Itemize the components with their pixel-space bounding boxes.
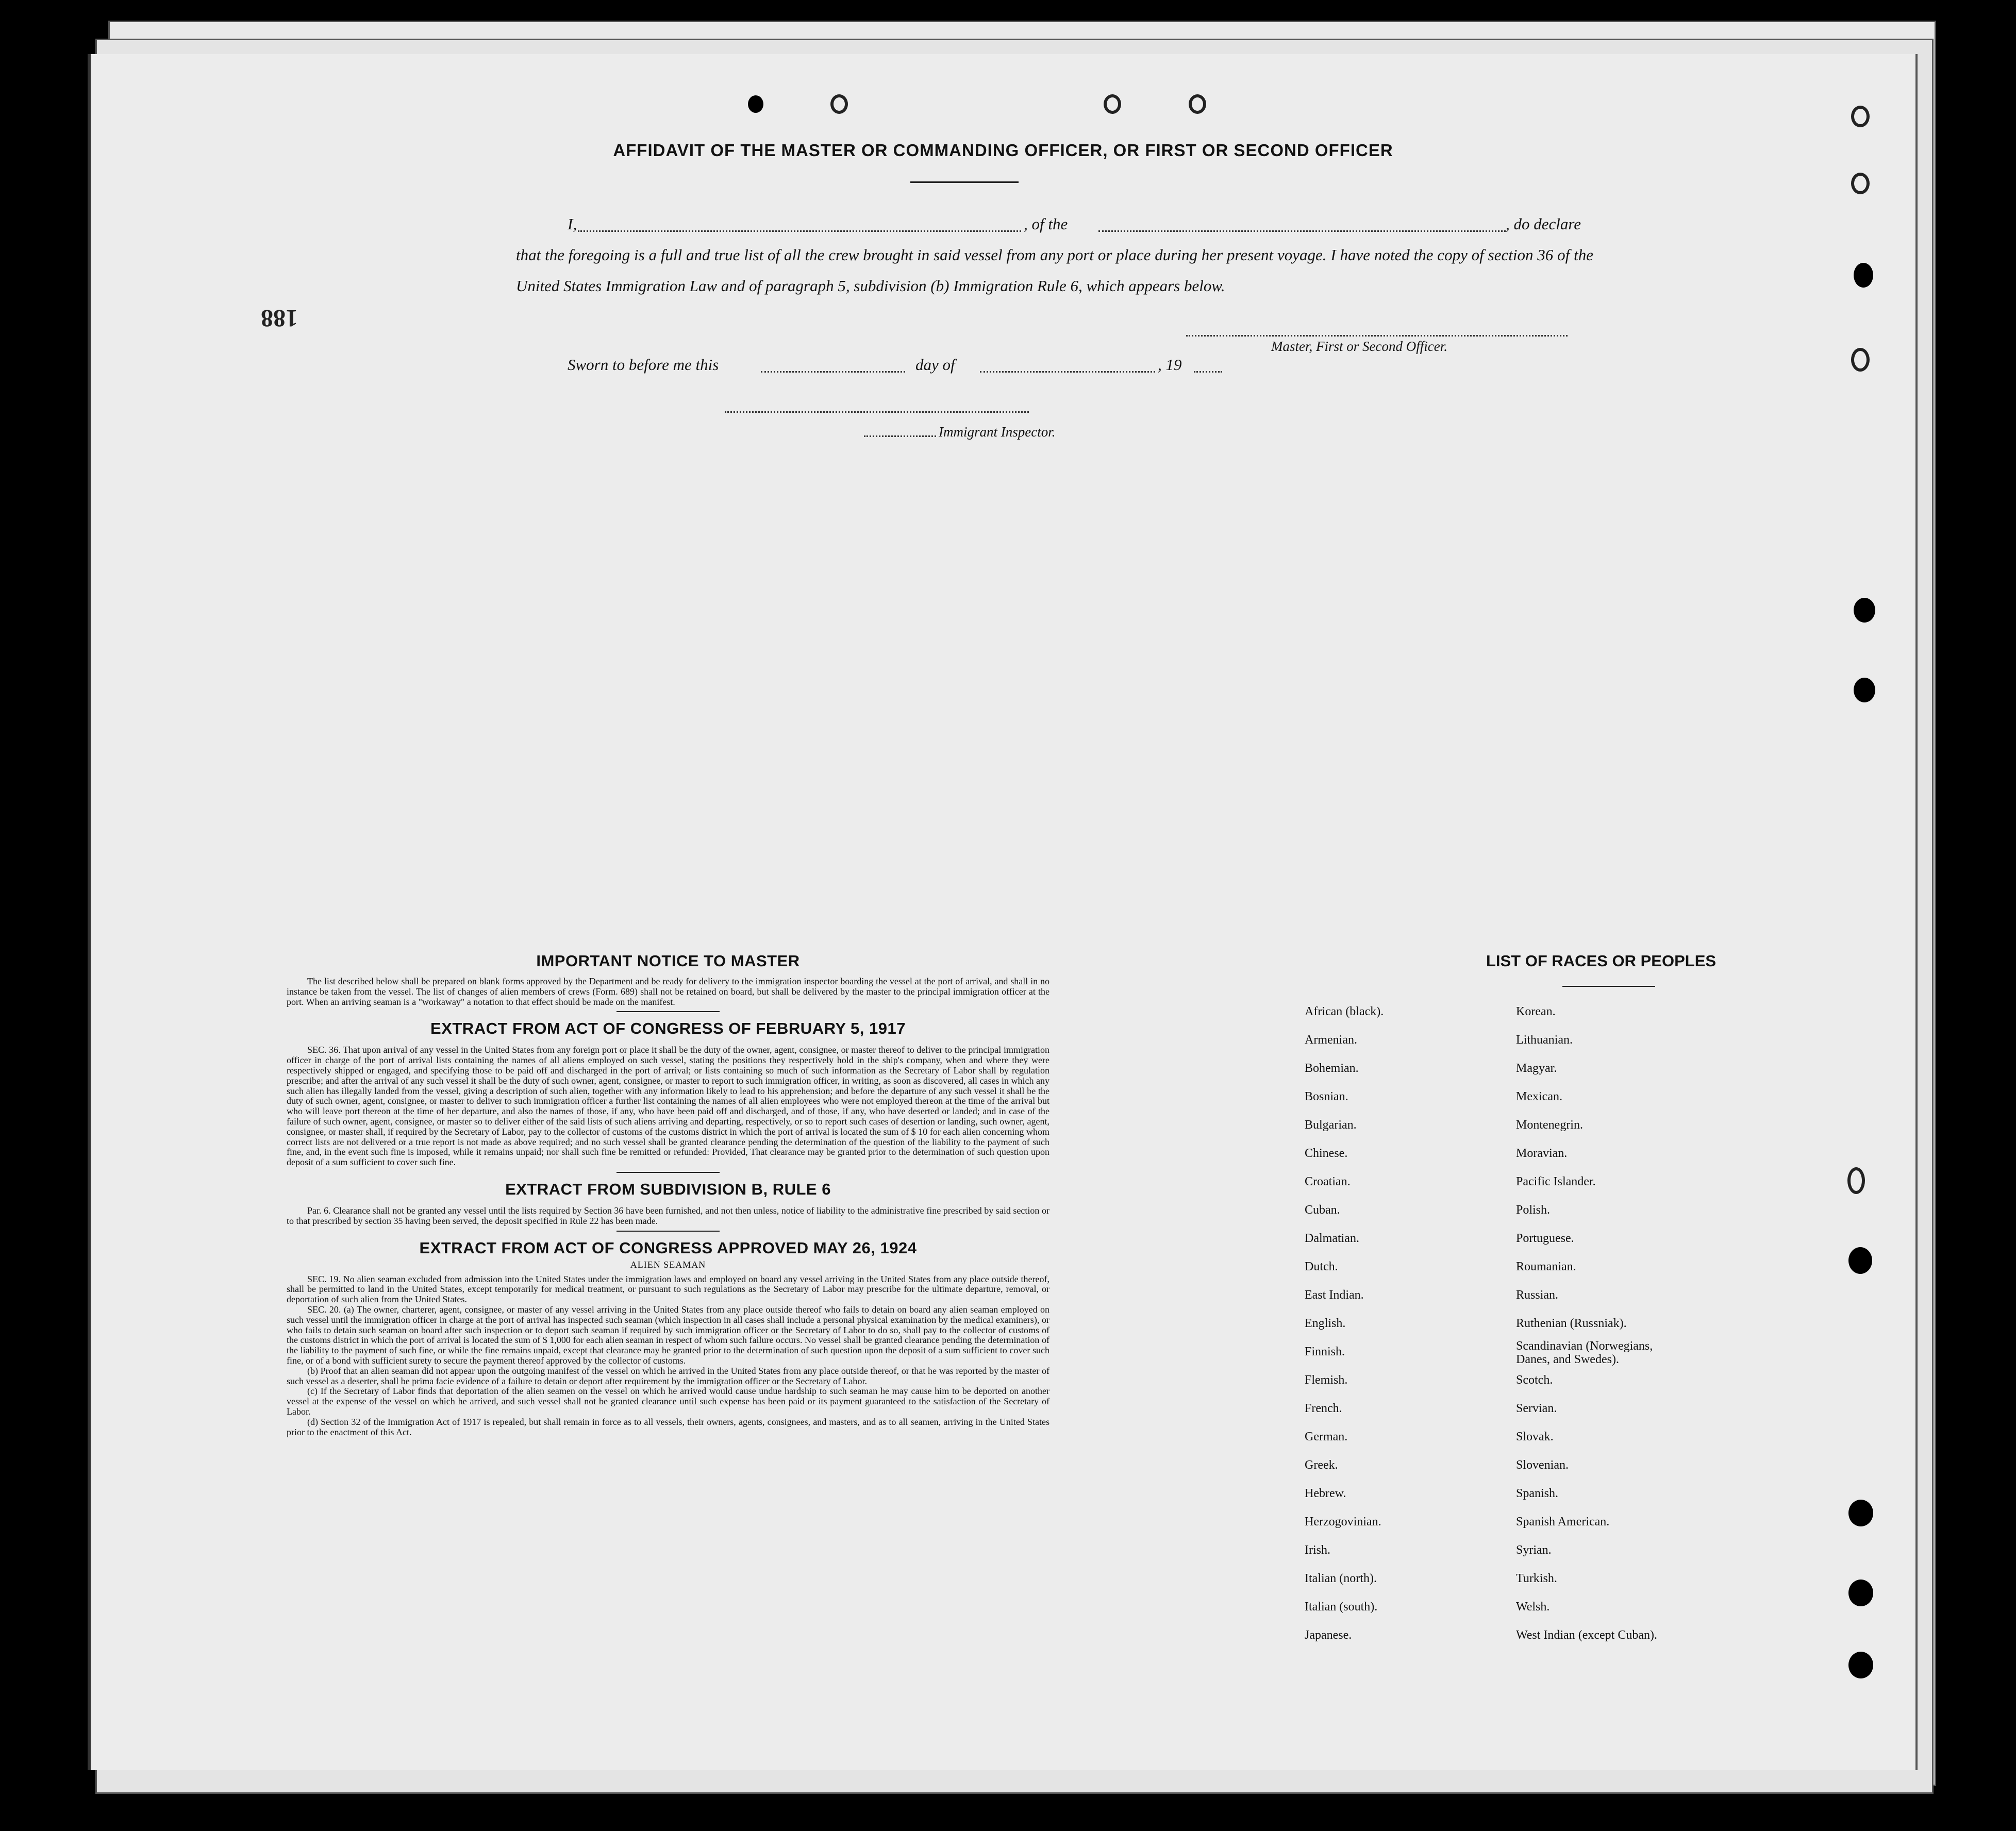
race-right: Scotch. [1516, 1373, 1553, 1387]
race-left: Flemish. [1305, 1373, 1348, 1387]
sworn-text-c: , 19 [1158, 356, 1182, 374]
notice-section [287, 952, 1049, 1437]
race-left: Dutch. [1305, 1260, 1338, 1273]
vessel-blank[interactable] [1098, 230, 1506, 232]
sworn-text-a: Sworn to before me this [568, 356, 719, 374]
race-left: Chinese. [1305, 1147, 1348, 1160]
race-right: Servian. [1516, 1402, 1557, 1415]
sworn-text-b: day of [915, 356, 955, 374]
race-right: West Indian (except Cuban). [1516, 1628, 1657, 1642]
race-right: Polish. [1516, 1203, 1551, 1217]
race-left: Armenian. [1305, 1033, 1357, 1047]
punch-hole [1848, 1500, 1873, 1526]
extract-1924-para: (d) Section 32 of the Immigration Act of 1917 is repealed, but shall remain in force as to all vessels, their owners, agents, consignees, and masters, and as to all seamen, arriving in the United States prior to the enactment of this Act. [287, 1416, 1049, 1437]
race-right: Ruthenian (Russniak). [1516, 1317, 1627, 1330]
punch-hole [1104, 94, 1121, 114]
rule6-text: Par. 6. Clearance shall not be granted any vessel until the lists required by Section 36 have been furnished, and not then unless, notice of liability to the administrative fine prescribed by said section or to that prescribed by section 35 having been served, the deposit specified in Rule 22 has been made. [287, 1205, 1049, 1226]
race-right: Spanish. [1516, 1487, 1559, 1500]
extract-1924-para: SEC. 19. No alien seaman excluded from admission into the United States under the immigration laws and employed on board any vessel arriving in the United States from any place outside thereof, shall be permitted to land in the United States, except temporarily for medical treatment, or pursuant to such regulations as the Secretary of Labor may prescribe for the ultimate departure, removal, or deportation of such alien from the United States. [287, 1273, 1049, 1305]
punch-hole [1189, 94, 1206, 114]
race-right: Welsh. [1516, 1600, 1550, 1614]
punch-hole [1847, 1167, 1865, 1194]
race-left: Bohemian. [1305, 1062, 1359, 1075]
extract-1924-para: (b) Proof that an alien seaman did not appear upon the outgoing manifest of the vessel on which he arrived in the United States from any place outside thereof, or that he was reported by the master of such vessel as a deserter, shall be prima facie evidence of a failure to detain or deport after requirement by the immigration officer or the Secretary of Labor. [287, 1365, 1049, 1386]
sworn-day-blank[interactable] [761, 371, 905, 373]
notice-text: The list described below shall be prepared on blank forms approved by the Department and be ready for delivery to the immigration inspector boarding the vessel at the port of arrival, and shall in no instance be taken from the vessel. The list of changes of alien members of crews (Form. 689) shall not be retained on board, but shall be delivered by the master to the principal immigration officer at the port. When an arriving seaman is a "workaway" a notation to that effect should be made on the manifest. [287, 976, 1049, 1007]
punch-hole [1854, 678, 1875, 702]
race-left: Japanese. [1305, 1628, 1352, 1642]
affidavit-line1-a: I, [568, 215, 577, 233]
race-left: East Indian. [1305, 1288, 1364, 1302]
margin-number: 188 [261, 305, 298, 332]
races-title-rule [1562, 986, 1655, 987]
punch-hole [1851, 106, 1870, 127]
race-right: Lithuanian. [1516, 1033, 1573, 1047]
punch-hole [1854, 263, 1873, 288]
punch-hole [830, 94, 848, 114]
race-left: Bulgarian. [1305, 1118, 1357, 1132]
race-right: Mexican. [1516, 1090, 1562, 1103]
affidavit-body: that the foregoing is a full and true list of all the crew brought in said vessel from any port or place during her present voyage. I have noted the copy of section 36 of the United States Immigration Law and of paragraph 5, subdivision (b) Immigration Rule 6, which appears below. [516, 246, 1593, 295]
race-right: Turkish. [1516, 1572, 1557, 1585]
extract-1924-para: SEC. 20. (a) The owner, charterer, agent, consignee, or master of any vessel arriving in the United States from any place outside thereof who fails to detain on board any alien seaman employed on such vessel until the immigration officer in charge at the port of arrival has inspected such seaman (which inspection in all cases shall include a personal physical examination by the medical examiners), or who fails to detain such seaman on board after such inspection or to deport such seaman if required by such immigration officer or the Secretary of Labor to do so, shall pay to the collector of customs of the customs district in which the port of arrival is located the sum of $ 1,000 for each alien seaman in respect of whom such failure occurs. No vessel shall be granted clearance pending the determination of the liability to the payment of such fine, or while the fine remains unpaid, except that clearance may be granted prior to the determination of such question upon the deposit of a sum sufficient to cover such fine, or of a bond with sufficient surety to secure the payment thereof approved by the collector of customs. [287, 1304, 1049, 1366]
race-left: Italian (south). [1305, 1600, 1378, 1614]
section-rule [617, 1011, 720, 1012]
race-right: Montenegrin. [1516, 1118, 1583, 1132]
race-right: Slovenian. [1516, 1458, 1569, 1472]
inspector-label: Immigrant Inspector. [939, 424, 1056, 440]
sworn-year-blank[interactable] [1194, 371, 1222, 373]
race-left: German. [1305, 1430, 1348, 1443]
race-left: French. [1305, 1402, 1342, 1415]
affidavit-title: AFFIDAVIT OF THE MASTER OR COMMANDING OFFICER, OR FIRST OR SECOND OFFICER [613, 141, 1393, 160]
extract-1924-title: EXTRACT FROM ACT OF CONGRESS APPROVED MAY 26, 1924 [419, 1238, 917, 1257]
race-right: Pacific Islander. [1516, 1175, 1596, 1188]
punch-hole [748, 95, 763, 113]
race-right: Korean. [1516, 1005, 1556, 1018]
extract-1917-text: SEC. 36. That upon arrival of any vessel in the United States from any foreign port or place it shall be the duty of the owner, agent, consignee, or master thereof to deliver to the principal immigration officer in charge of the port of arrival lists containing the names of all aliens employed on such vessel, stating the positions they respectively hold in the ship's company, when and where they were respectively shipped or engaged, and specifying those to be paid off and discharged in the port of arrival; or lists containing so much of such information as the Secretary of Labor shall by regulation prescribe; and after the arrival of any such vessel it shall be the duty of such owner, agent, consignee, or master to report to such immigration officer, in writing, as soon as discovered, all cases in which any such alien has illegally landed from the vessel, giving a description of such alien, together with any information likely to lead to his apprehension; and before the departure of any such vessel it shall be the duty of such owner, agent, consignee, or master to deliver to such immigration officer a further list containing the names of all alien employees who were not employed thereon at the time of the arrival but who will leave port thereon at the time of her departure, and also the names of those, if any, who have been paid off and discharged, and of those, if any, who have deserted or landed; and in case of the failure of such owner, agent, consignee, or master so to deliver either of the said lists of such aliens arriving and departing, respectively, or so to report such cases of desertion or landing, such owner, agent, consignee, or master shall, if required by the Secretary of Labor, pay to the collector of customs of the customs district in which the port of arrival is located the sum of $ 10 for each alien concerning whom correct lists are not delivered or a true report is not made as above required; and no such vessel shall be granted clearance pending the determination of the question of the liability to the payment of such fine, and, in the event such fine is imposed, while it remains unpaid; nor shall such fine be remitted or refunded: Provided, That clearance may be granted prior to the determination of such question upon deposit of a sum sufficient to cover such fine. [287, 1045, 1049, 1168]
extract-1917-title: EXTRACT FROM ACT OF CONGRESS OF FEBRUARY 5, 1917 [430, 1019, 906, 1038]
notice-title: IMPORTANT NOTICE TO MASTER [536, 952, 800, 970]
race-left: Dalmatian. [1305, 1232, 1359, 1245]
punch-hole [1851, 173, 1870, 194]
signature-label: Master, First or Second Officer. [1271, 339, 1447, 354]
inspector-prefix-blank [864, 435, 936, 437]
section-rule [617, 1172, 720, 1173]
punch-hole [1848, 1580, 1873, 1606]
inspector-signature-blank[interactable] [725, 411, 1029, 413]
form-page [88, 54, 1918, 1770]
races-title: LIST OF RACES OR PEOPLES [1486, 952, 1717, 970]
race-left: Herzogovinian. [1305, 1515, 1381, 1528]
race-right: Scandinavian (Norwegians, Danes, and Swedes). [1516, 1339, 1653, 1366]
extract-1924-para: (c) If the Secretary of Labor finds that deportation of the alien seamen on the vessel on which he arrived would cause undue hardship to such seaman he may cause him to be deported on another vessel at the expense of the vessel on which he arrived, and such vessel shall not be granted clearance until such expense has been paid or its payment guaranteed to the satisfaction of the Secretary of Labor. [287, 1386, 1049, 1417]
race-right: Magyar. [1516, 1062, 1557, 1075]
race-right: Russian. [1516, 1288, 1559, 1302]
race-right: Roumanian. [1516, 1260, 1576, 1273]
punch-hole [1854, 598, 1875, 623]
signature-blank[interactable] [1186, 335, 1568, 337]
race-right: Portuguese. [1516, 1232, 1574, 1245]
race-left: Finnish. [1305, 1345, 1345, 1358]
sworn-month-blank[interactable] [980, 371, 1155, 373]
race-right: Slovak. [1516, 1430, 1554, 1443]
affidavit-line1-c: , do declare [1506, 215, 1581, 233]
race-left: Bosnian. [1305, 1090, 1348, 1103]
race-left: Hebrew. [1305, 1487, 1346, 1500]
title-rule [910, 181, 1019, 183]
punch-hole [1848, 1652, 1873, 1678]
punch-hole [1848, 1247, 1872, 1274]
affidavit-line1-b: , of the [1024, 215, 1068, 233]
punch-hole [1851, 348, 1870, 372]
race-left: Croatian. [1305, 1175, 1351, 1188]
race-left: Irish. [1305, 1543, 1330, 1557]
race-left: Italian (north). [1305, 1572, 1377, 1585]
race-right: Syrian. [1516, 1543, 1552, 1557]
extract-1924-subtitle: ALIEN SEAMAN [630, 1259, 706, 1270]
rule6-title: EXTRACT FROM SUBDIVISION B, RULE 6 [505, 1180, 831, 1198]
race-right: Moravian. [1516, 1147, 1568, 1160]
race-left: English. [1305, 1317, 1346, 1330]
race-left: Cuban. [1305, 1203, 1340, 1217]
race-right: Spanish American. [1516, 1515, 1610, 1528]
section-rule [617, 1231, 720, 1232]
race-left: African (black). [1305, 1005, 1384, 1018]
name-blank[interactable] [578, 230, 1021, 232]
race-left: Greek. [1305, 1458, 1338, 1472]
